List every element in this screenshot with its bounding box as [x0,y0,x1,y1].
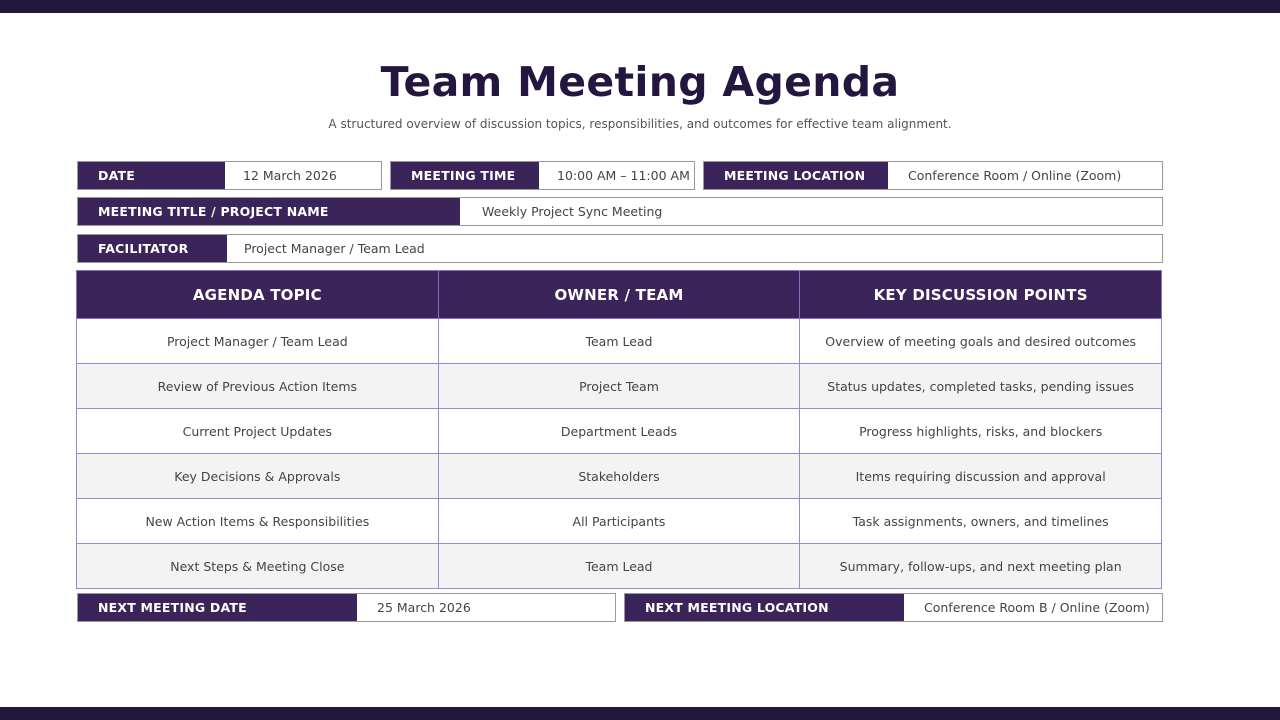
next-meeting-location-field [624,593,1163,622]
agenda-topic-cell: Next Steps & Meeting Close [77,544,439,589]
agenda-topic-cell: New Action Items & Responsibilities [77,499,439,544]
agenda-topic-cell: Key Decisions & Approvals [77,454,439,499]
meeting-location-field [703,161,1163,190]
facilitator-value: Project Manager / Team Lead [244,241,425,256]
meeting-title-field [77,197,1163,226]
table-row [77,409,1162,454]
agenda-topic-cell: Project Manager / Team Lead [77,319,439,364]
page-subtitle: A structured overview of discussion topics, responsibilities, and outcomes for effective team alignment. [328,117,952,131]
meeting-title-value: Weekly Project Sync Meeting [482,204,663,219]
page-title: Team Meeting Agenda [380,58,900,106]
column-header-agenda-topic: AGENDA TOPIC [77,271,439,319]
owner-cell: Team Lead [438,544,800,589]
column-header-owner-team: OWNER / TEAM [438,271,800,319]
meeting-location-value: Conference Room / Online (Zoom) [908,168,1122,183]
date-value: 12 March 2026 [243,168,337,183]
agenda-header-row [77,271,1162,319]
next-meeting-location-value: Conference Room B / Online (Zoom) [924,600,1150,615]
agenda-table [76,270,1162,589]
discussion-points-cell: Overview of meeting goals and desired outcomes [800,319,1162,364]
table-row [77,319,1162,364]
facilitator-label: FACILITATOR [78,235,227,262]
next-meeting-date-label: NEXT MEETING DATE [78,594,357,621]
next-meeting-date-value: 25 March 2026 [377,600,471,615]
meeting-time-field [390,161,695,190]
discussion-points-cell: Summary, follow-ups, and next meeting plan [800,544,1162,589]
table-row [77,364,1162,409]
facilitator-field [77,234,1163,263]
date-label: DATE [78,162,225,189]
owner-cell: Team Lead [438,319,800,364]
discussion-points-cell: Progress highlights, risks, and blockers [800,409,1162,454]
table-row [77,499,1162,544]
next-meeting-date-field [77,593,616,622]
owner-cell: Department Leads [438,409,800,454]
next-meeting-location-label: NEXT MEETING LOCATION [625,594,904,621]
agenda-topic-cell: Current Project Updates [77,409,439,454]
meeting-time-label: MEETING TIME [391,162,539,189]
discussion-points-cell: Items requiring discussion and approval [800,454,1162,499]
meeting-title-label: MEETING TITLE / PROJECT NAME [78,198,460,225]
owner-cell: All Participants [438,499,800,544]
date-field [77,161,382,190]
column-header-key-discussion-points: KEY DISCUSSION POINTS [800,271,1162,319]
owner-cell: Stakeholders [438,454,800,499]
agenda-topic-cell: Review of Previous Action Items [77,364,439,409]
owner-cell: Project Team [438,364,800,409]
meeting-time-value: 10:00 AM – 11:00 AM [557,168,690,183]
top-accent-bar [0,0,1280,13]
discussion-points-cell: Status updates, completed tasks, pending issues [800,364,1162,409]
meeting-location-label: MEETING LOCATION [704,162,888,189]
table-row [77,544,1162,589]
table-row [77,454,1162,499]
bottom-accent-bar [0,707,1280,720]
discussion-points-cell: Task assignments, owners, and timelines [800,499,1162,544]
